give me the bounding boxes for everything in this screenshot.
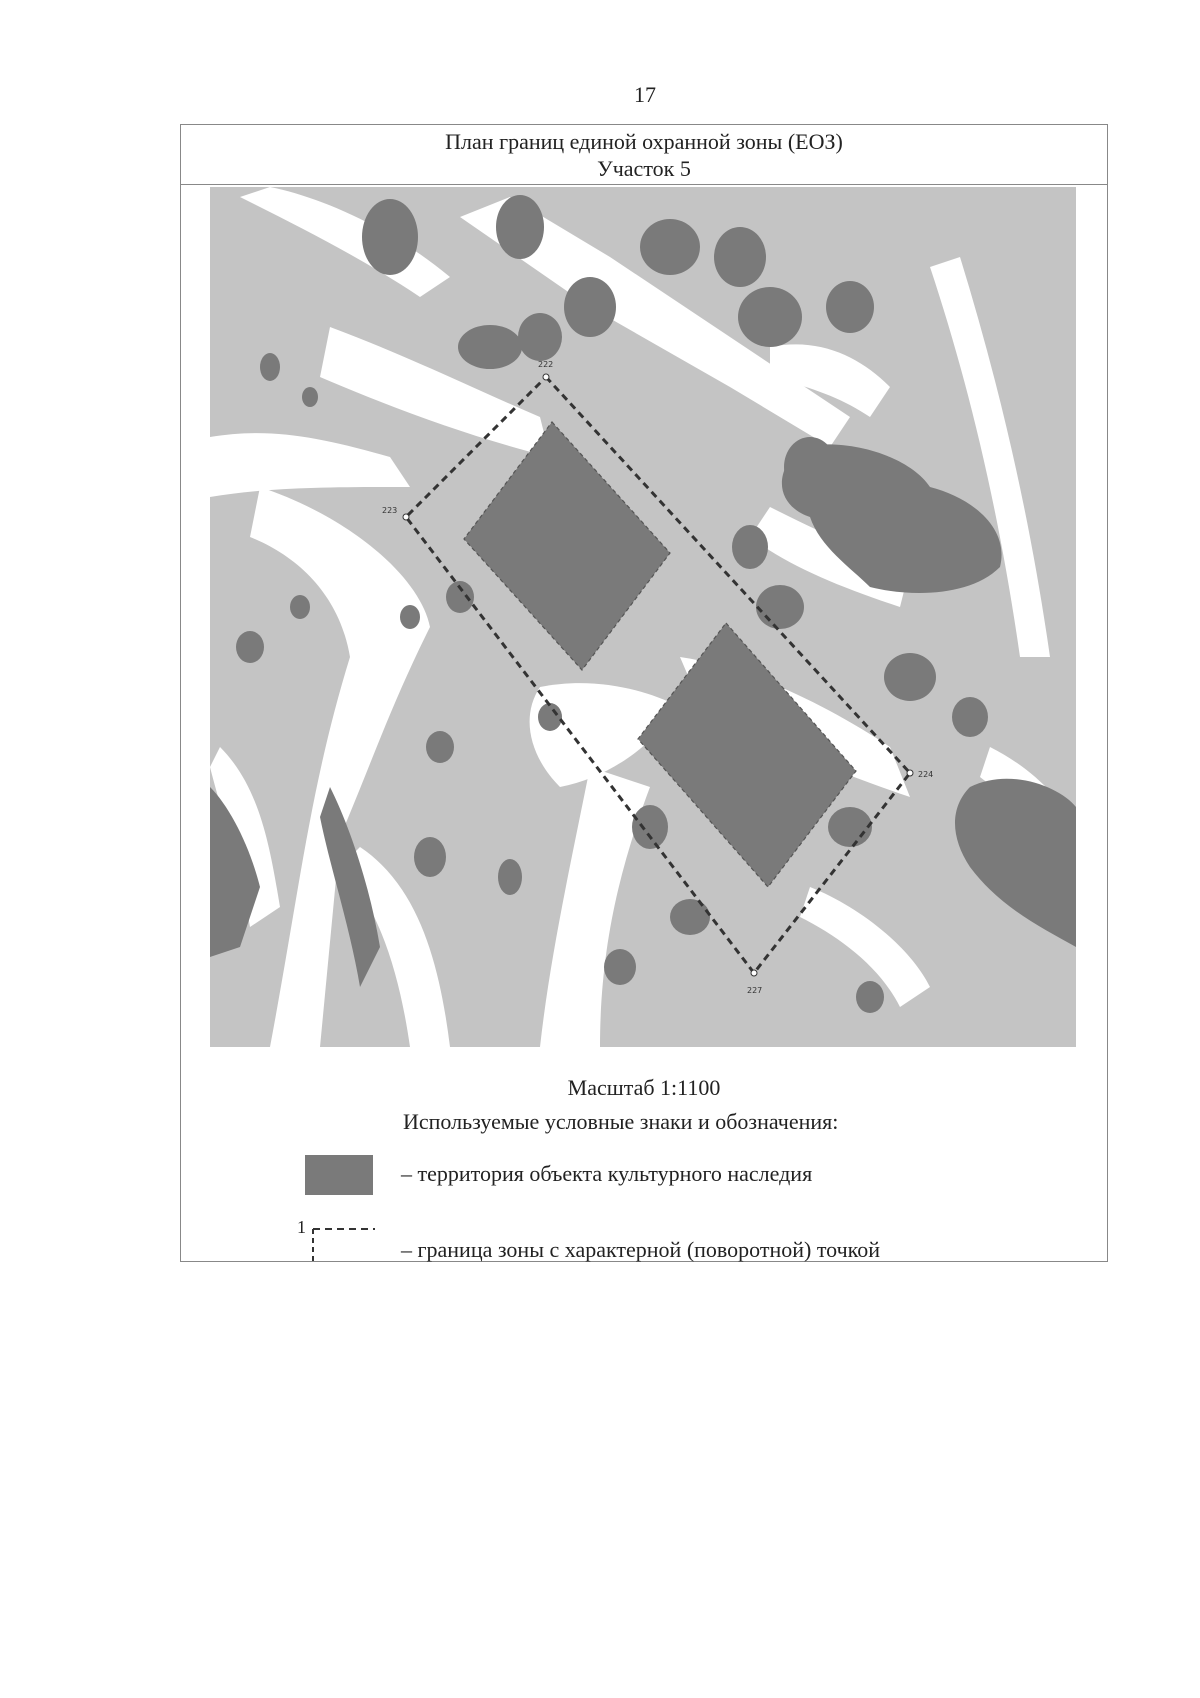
legend-title: Используемые условные знаки и обозначения: (403, 1109, 839, 1134)
point-label-227: 227 (747, 986, 763, 995)
zone-boundary-symbol (291, 1215, 381, 1265)
page-number: 17 (634, 82, 656, 107)
point-label-222: 222 (538, 360, 554, 369)
boundary-marker-label: 1 (297, 1217, 306, 1237)
boundary-point (403, 514, 409, 520)
map-subtitle: Участок 5 (597, 156, 691, 181)
map-title-box (181, 125, 1107, 185)
heritage-territory-swatch (305, 1155, 373, 1195)
boundary-point (751, 970, 757, 976)
legend-item-text: – территория объекта культурного наследия (401, 1161, 813, 1186)
map-scale: Масштаб 1:1100 (567, 1075, 721, 1100)
boundary-point (543, 374, 549, 380)
point-label-224: 224 (918, 770, 934, 779)
map-title: План границ единой охранной зоны (ЕОЗ) (445, 129, 843, 154)
aerial-map-canvas (210, 187, 1076, 1047)
boundary-point (907, 770, 913, 776)
aerial-map (210, 187, 1076, 1047)
point-label-223: 223 (382, 506, 398, 515)
legend-item-text: – граница зоны с характерной (поворотной) точкой (401, 1237, 881, 1262)
map-sheet-frame (180, 124, 1108, 1262)
